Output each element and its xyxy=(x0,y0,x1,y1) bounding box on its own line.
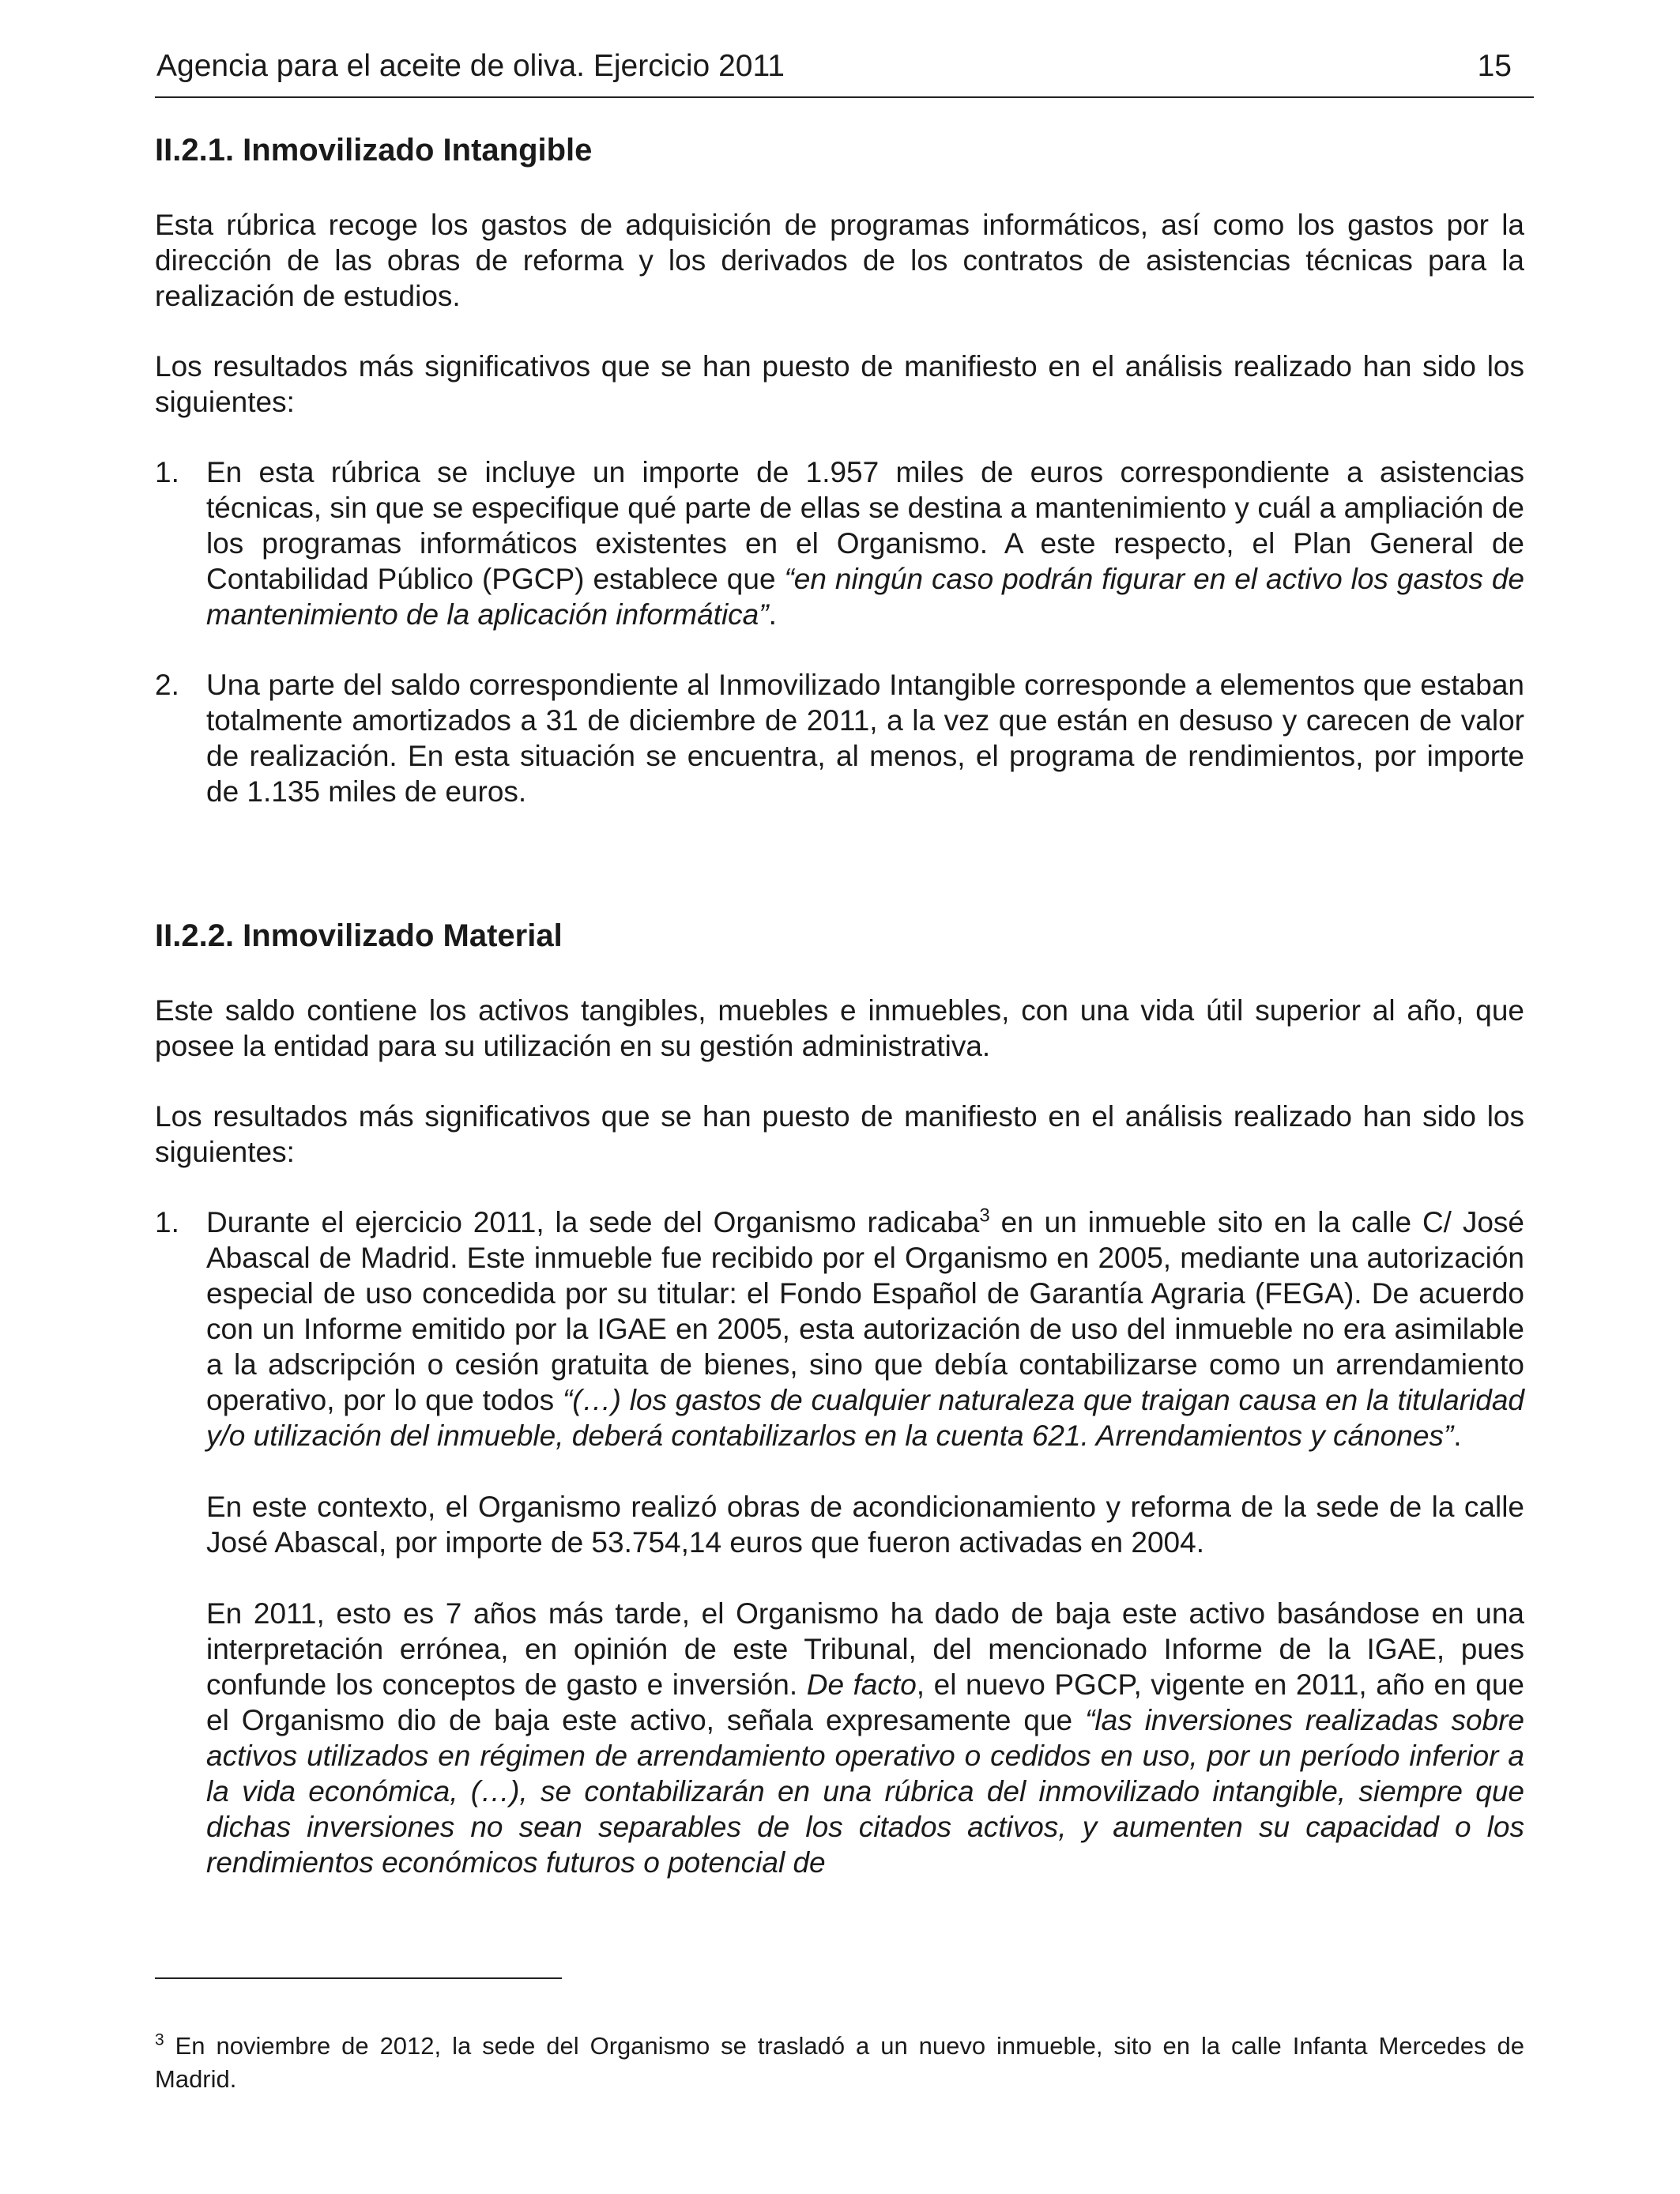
list-item-number: 1. xyxy=(155,1206,179,1238)
list-item-body: En 2011, esto es 7 años más tarde, el Organismo ha dado de baja este activo basándose en una interpretación errónea, en opinión de este Tribunal, del mencionado Informe de la IGAE, pues confunde los conceptos de gasto e inversión. xyxy=(206,1597,1524,1701)
list-item-number: 1. xyxy=(155,456,179,488)
latin-term: De facto xyxy=(806,1668,917,1701)
list-item-body: , el nuevo PGCP, vigente en 2011, año en que el Organismo dio de baja este activo, señala expresamente que xyxy=(206,1668,1524,1736)
footnote-text: En noviembre de 2012, la sede del Organismo se trasladó a un nuevo inmueble, sito en la calle Infanta Mercedes de Madrid. xyxy=(155,2032,1524,2093)
page-number: 15 xyxy=(1477,49,1512,83)
list-item-text xyxy=(206,1204,1524,1453)
quote: “(…) los gastos de cualquier naturaleza que traigan causa en la titularidad y/o utilización del inmueble, deberá contabilizarlos en la cuenta 621. Arrendamientos y cánones” xyxy=(206,1384,1524,1452)
list-item-paragraph xyxy=(206,1596,1524,1880)
page-body xyxy=(155,131,1524,1880)
footnote-reference: 3 xyxy=(979,1204,990,1227)
list-item-text: Una parte del saldo correspondiente al Inmovilizado Intangible corresponde a elementos que estaban totalmente amortizados a 31 de diciembre de 2011, a la vez que están en desuso y carecen de valor de realización. En esta situación se encuentra, al menos, el programa de rendimientos, por importe de 1.135 miles de euros. xyxy=(206,669,1524,808)
document-title: Agencia para el aceite de oliva. Ejercicio 2011 xyxy=(156,49,785,83)
results-intro-paragraph: Los resultados más significativos que se han puesto de manifiesto en el análisis realizado han sido los siguientes: xyxy=(155,1100,1524,1168)
list-item-number: 2. xyxy=(155,669,179,701)
section-intro-paragraph: Esta rúbrica recoge los gastos de adquisición de programas informáticos, así como los gastos por la dirección de las obras de reforma y los derivados de los contratos de asistencias técnicas para la realización de estudios. xyxy=(155,209,1524,312)
page-header xyxy=(155,49,1534,98)
footnote xyxy=(155,2030,1524,2096)
list-item xyxy=(155,667,1524,809)
footnote-marker: 3 xyxy=(155,2030,164,2049)
footnote-separator xyxy=(155,1977,562,1979)
list-item xyxy=(155,1204,1524,1880)
list-item xyxy=(155,454,1524,632)
section-title-intangible: II.2.1. Inmovilizado Intangible xyxy=(155,133,593,168)
quote: “las inversiones realizadas sobre activos utilizados en régimen de arrendamiento operativo o cedidos en uso, por un período inferior a la vida económica, (…), se contabilizarán en una rúbrica del inmovilizado intangible, siempre que dichas inversiones no sean separables de los citados activos, y aumenten su capacidad o los rendimientos económicos futuros o potencial de xyxy=(206,1704,1524,1879)
list-item-text xyxy=(206,454,1524,632)
list-item-body: En esta rúbrica se incluye un importe de 1.957 miles de euros correspondiente a asistencias técnicas, sin que se especifique qué parte de ellas se destina a mantenimiento y cuál a ampliación de los programas informáticos existentes en el Organismo. A este respecto, el Plan General de Contabilidad Público (PGCP) establece que xyxy=(206,456,1524,595)
list-item-body: en un inmueble sito en la calle C/ José Abascal de Madrid. Este inmueble fue recibido por el Organismo en 2005, mediante una autorización especial de uso concedida por su titular: el Fondo Español de Garantía Agraria (FEGA). De acuerdo con un Informe emitido por la IGAE en 2005, esta autorización de uso del inmueble no era asimilable a la adscripción o cesión gratuita de bienes, sino que debía contabilizarse como un arrendamiento operativo, por lo que todos xyxy=(206,1206,1524,1416)
section-title-material: II.2.2. Inmovilizado Material xyxy=(155,918,563,953)
list-item-body: Durante el ejercicio 2011, la sede del Organismo radicaba xyxy=(206,1206,980,1238)
section-intro-paragraph: Este saldo contiene los activos tangibles, muebles e inmuebles, con una vida útil superior al año, que posee la entidad para su utilización en su gestión administrativa. xyxy=(155,994,1524,1062)
results-intro-paragraph: Los resultados más significativos que se han puesto de manifiesto en el análisis realizado han sido los siguientes: xyxy=(155,350,1524,418)
punctuation: . xyxy=(1453,1419,1462,1452)
punctuation: . xyxy=(768,598,777,631)
list-item-paragraph: En este contexto, el Organismo realizó obras de acondicionamiento y reforma de la sede de la calle José Abascal, por importe de 53.754,14 euros que fueron activadas en 2004. xyxy=(206,1491,1524,1559)
quote: “en ningún caso podrán figurar en el activo los gastos de mantenimiento de la aplicación informática” xyxy=(206,563,1524,631)
